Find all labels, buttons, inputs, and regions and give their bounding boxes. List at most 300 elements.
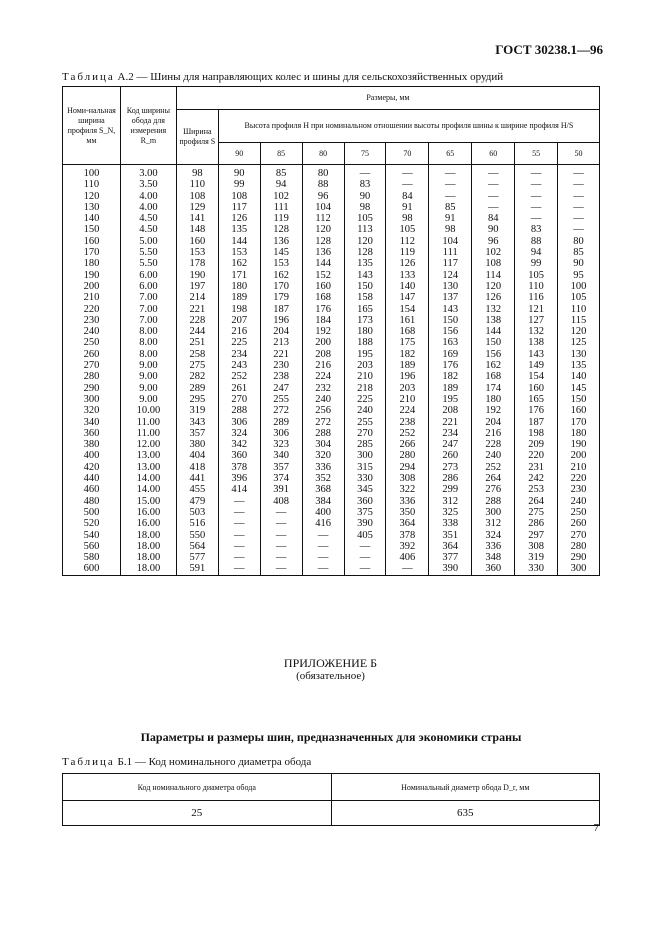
table-cell: — (515, 191, 558, 202)
table-cell: 577 (176, 552, 218, 563)
table-cell: 148 (176, 224, 218, 235)
table-cell: — (558, 213, 600, 224)
table-cell: 156 (429, 326, 472, 337)
table-cell: 189 (218, 292, 260, 303)
table-cell: — (515, 213, 558, 224)
appendix-title: ПРИЛОЖЕНИЕ Б (283, 656, 378, 670)
table-cell: — (558, 179, 600, 190)
col-profile-width: Ширина профиля S (176, 110, 218, 165)
table-cell: 9.00 (120, 383, 176, 394)
table-row (63, 337, 600, 348)
table-cell: 221 (176, 304, 218, 315)
table-cell: 5.50 (120, 258, 176, 269)
table-cell: 282 (176, 371, 218, 382)
table-cell: 133 (386, 270, 429, 281)
table-cell: 7.00 (120, 292, 176, 303)
table-cell: 270 (558, 530, 600, 541)
table-cell: 4.50 (120, 213, 176, 224)
col-ratio-header: 50 (558, 143, 600, 165)
table-cell: 18.00 (120, 552, 176, 563)
table-cell: 168 (386, 326, 429, 337)
table-cell: 150 (63, 224, 121, 235)
table-cell: 220 (558, 473, 600, 484)
table-cell: 247 (260, 383, 302, 394)
table-cell: 297 (515, 530, 558, 541)
table-cell: — (260, 541, 302, 552)
table-cell: 162 (218, 258, 260, 269)
table-cell: 170 (558, 417, 600, 428)
table-cell: 230 (260, 360, 302, 371)
table-cell: 114 (472, 270, 515, 281)
table-cell: 360 (472, 563, 515, 575)
table-cell: 600 (63, 563, 121, 575)
table-cell: 350 (386, 507, 429, 518)
table-cell: 111 (260, 202, 302, 213)
table-cell: 143 (429, 304, 472, 315)
table-cell: 6.00 (120, 281, 176, 292)
table-row (63, 202, 600, 213)
table-cell: 182 (429, 371, 472, 382)
table-cell: 238 (386, 417, 429, 428)
table-cell: 230 (63, 315, 121, 326)
table-cell: 240 (472, 450, 515, 461)
col-ratio-header: 65 (429, 143, 472, 165)
table-cell: 197 (176, 281, 218, 292)
table-cell: 300 (472, 507, 515, 518)
table-cell: 120 (344, 236, 386, 247)
table-cell: 120 (63, 191, 121, 202)
table-cell: 178 (176, 258, 218, 269)
table-cell: 230 (558, 484, 600, 495)
table-cell: 288 (472, 496, 515, 507)
table-cell: 145 (558, 383, 600, 394)
table-cell: 324 (218, 428, 260, 439)
table-cell: 500 (63, 507, 121, 518)
table-cell: 165 (344, 304, 386, 315)
table-cell: 560 (63, 541, 121, 552)
table-cell: 200 (302, 337, 344, 348)
table-cell: 247 (429, 439, 472, 450)
table-cell: 200 (63, 281, 121, 292)
table-cell: 117 (429, 258, 472, 269)
table-cell: 351 (429, 530, 472, 541)
table-cell: — (260, 507, 302, 518)
table-cell: 90 (558, 258, 600, 269)
table-b1-caption-text: Б.1 — Код номинального диаметра обода (117, 756, 312, 768)
table-cell: 319 (176, 405, 218, 416)
table-cell: 189 (386, 360, 429, 371)
table-cell: 275 (176, 360, 218, 371)
table-cell: — (218, 552, 260, 563)
table-cell: 168 (302, 292, 344, 303)
table-cell: 308 (386, 473, 429, 484)
table-cell: 160 (558, 405, 600, 416)
table-cell: 324 (472, 530, 515, 541)
table-cell: 280 (558, 541, 600, 552)
table-cell: 8.00 (120, 326, 176, 337)
table-cell: 252 (386, 428, 429, 439)
table-cell: 12.00 (120, 439, 176, 450)
table-cell: 16.00 (120, 518, 176, 529)
table-cell: 90 (472, 224, 515, 235)
table-cell: 591 (176, 563, 218, 575)
table-cell: 187 (260, 304, 302, 315)
table-cell: 208 (302, 349, 344, 360)
table-cell: 306 (218, 417, 260, 428)
table-row (63, 473, 600, 484)
table-cell: 357 (260, 462, 302, 473)
table-cell: 95 (558, 270, 600, 281)
table-row (63, 371, 600, 382)
table-a2-caption-text: А.2 — Шины для направляющих колес и шины для сельскохозяйственных орудий (117, 71, 504, 83)
table-row (63, 270, 600, 281)
table-cell: 380 (176, 439, 218, 450)
table-row (63, 247, 600, 258)
table-cell: 404 (176, 450, 218, 461)
table-cell: 129 (176, 202, 218, 213)
table-cell: 203 (344, 360, 386, 371)
table-cell: 190 (176, 270, 218, 281)
table-cell: 80 (302, 165, 344, 180)
table-cell: 15.00 (120, 496, 176, 507)
table-cell: 272 (302, 417, 344, 428)
table-cell: 225 (344, 394, 386, 405)
table-row (63, 552, 600, 563)
table-row (63, 518, 600, 529)
table-cell: 7.00 (120, 315, 176, 326)
table-cell: 4.00 (120, 191, 176, 202)
table-cell: 94 (260, 179, 302, 190)
table-cell: 6.00 (120, 270, 176, 281)
table-cell: 147 (386, 292, 429, 303)
table-cell: 198 (515, 428, 558, 439)
table-cell: 110 (515, 281, 558, 292)
table-cell: 140 (386, 281, 429, 292)
table-cell: 174 (472, 383, 515, 394)
table-cell: 111 (429, 247, 472, 258)
table-cell: — (302, 530, 344, 541)
section-title: Параметры и размеры шин, предназначенных для экономики страны (140, 730, 522, 744)
table-cell: 420 (63, 462, 121, 473)
table-cell: 377 (429, 552, 472, 563)
table-cell: — (218, 530, 260, 541)
table-cell: 396 (218, 473, 260, 484)
table-cell: 264 (472, 473, 515, 484)
table-cell: 195 (344, 349, 386, 360)
table-cell: 160 (302, 281, 344, 292)
col-height-group: Высота профиля H при номинальном отношении высоты профиля шины к ширине профиля H/S (218, 110, 599, 143)
table-cell: — (472, 165, 515, 180)
table-row (63, 179, 600, 190)
table-cell: 232 (302, 383, 344, 394)
table-cell: 380 (63, 439, 121, 450)
table-cell: 635 (331, 801, 600, 826)
col-ratio-header: 70 (386, 143, 429, 165)
table-cell: 304 (302, 439, 344, 450)
table-cell: 330 (515, 563, 558, 575)
table-cell: 290 (63, 383, 121, 394)
table-cell: 390 (344, 518, 386, 529)
table-cell: 8.00 (120, 337, 176, 348)
table-cell: 126 (386, 258, 429, 269)
table-cell: 319 (515, 552, 558, 563)
table-cell: 102 (260, 191, 302, 202)
table-a2 (62, 86, 600, 576)
table-row (63, 439, 600, 450)
table-cell: 272 (260, 405, 302, 416)
table-cell: — (260, 530, 302, 541)
table-cell: 10.00 (120, 405, 176, 416)
table-cell: 255 (344, 417, 386, 428)
table-cell: 25 (63, 801, 332, 826)
table-cell: 11.00 (120, 428, 176, 439)
table-cell: 5.00 (120, 236, 176, 247)
table-cell: 90 (218, 165, 260, 180)
table-cell: 224 (386, 405, 429, 416)
table-cell: 216 (302, 360, 344, 371)
table-cell: 108 (176, 191, 218, 202)
table-cell: 260 (558, 518, 600, 529)
table-cell: 18.00 (120, 563, 176, 575)
table-cell: 357 (176, 428, 218, 439)
table-cell: 312 (429, 496, 472, 507)
table-cell: 203 (386, 383, 429, 394)
table-cell: 13.00 (120, 462, 176, 473)
table-cell: 343 (176, 417, 218, 428)
table-cell: 11.00 (120, 417, 176, 428)
table-cell: 137 (429, 292, 472, 303)
table-row (63, 213, 600, 224)
table-cell: 240 (558, 496, 600, 507)
table-cell: — (472, 202, 515, 213)
table-cell: 162 (472, 360, 515, 371)
table-cell: 98 (429, 224, 472, 235)
table-cell: 289 (260, 417, 302, 428)
table-a2-caption (62, 71, 503, 83)
table-cell: 91 (429, 213, 472, 224)
col-ratio-header: 80 (302, 143, 344, 165)
table-row (63, 165, 600, 180)
table-cell: 540 (63, 530, 121, 541)
table-row (63, 326, 600, 337)
table-cell: — (260, 563, 302, 575)
table-cell: 406 (386, 552, 429, 563)
table-cell: 4.50 (120, 224, 176, 235)
table-cell: — (429, 165, 472, 180)
table-cell: 170 (260, 281, 302, 292)
table-cell: 294 (386, 462, 429, 473)
table-cell: 126 (472, 292, 515, 303)
table-cell: 300 (558, 563, 600, 575)
table-cell: 408 (260, 496, 302, 507)
table-cell: 564 (176, 541, 218, 552)
table-cell: 238 (260, 371, 302, 382)
table-cell: 220 (63, 304, 121, 315)
table-cell: 240 (63, 326, 121, 337)
table-cell: 378 (218, 462, 260, 473)
table-b1 (62, 773, 600, 826)
table-cell: 225 (218, 337, 260, 348)
table-cell: 340 (260, 450, 302, 461)
table-cell: 116 (515, 292, 558, 303)
table-cell: 300 (344, 450, 386, 461)
table-cell: 80 (558, 236, 600, 247)
table-cell: 345 (344, 484, 386, 495)
table-cell: 150 (558, 394, 600, 405)
table-cell: 216 (472, 428, 515, 439)
table-cell: 375 (344, 507, 386, 518)
col-sizes: Размеры, мм (176, 87, 599, 110)
table-cell: — (218, 563, 260, 575)
table-cell: 290 (558, 552, 600, 563)
table-cell: 221 (260, 349, 302, 360)
table-row (63, 462, 600, 473)
table-row (63, 405, 600, 416)
table-cell: 336 (386, 496, 429, 507)
table-cell: 480 (63, 496, 121, 507)
table-cell: 289 (176, 383, 218, 394)
table-cell: 16.00 (120, 507, 176, 518)
table-cell: 121 (515, 304, 558, 315)
table-cell: 104 (429, 236, 472, 247)
table-cell: 130 (429, 281, 472, 292)
table-cell: 192 (472, 405, 515, 416)
col-ratio-header: 90 (218, 143, 260, 165)
table-cell: 3.00 (120, 165, 176, 180)
table-cell: 119 (386, 247, 429, 258)
table-cell: 83 (515, 224, 558, 235)
table-cell: 175 (386, 337, 429, 348)
table-cell: 171 (218, 270, 260, 281)
table-cell: 143 (515, 349, 558, 360)
table-cell: 325 (429, 507, 472, 518)
table-cell: 135 (558, 360, 600, 371)
table-cell: 179 (260, 292, 302, 303)
table-row (63, 530, 600, 541)
table-cell: 190 (558, 439, 600, 450)
table-row (63, 428, 600, 439)
table-cell: 210 (63, 292, 121, 303)
table-cell: 105 (386, 224, 429, 235)
table-row (63, 496, 600, 507)
page-number: 7 (593, 822, 599, 834)
table-cell: 144 (472, 326, 515, 337)
table-cell: 210 (558, 462, 600, 473)
table-cell: 221 (429, 417, 472, 428)
table-cell: — (218, 518, 260, 529)
table-cell: 190 (63, 270, 121, 281)
table-row (63, 801, 600, 826)
col-nominal-width: Номи-нальная ширина профиля S_N, мм (63, 87, 121, 165)
table-cell: 128 (302, 236, 344, 247)
table-cell: 132 (515, 326, 558, 337)
table-cell: 112 (302, 213, 344, 224)
table-cell: 322 (386, 484, 429, 495)
table-cell: 9.00 (120, 371, 176, 382)
table-cell: 210 (344, 371, 386, 382)
table-cell: 364 (386, 518, 429, 529)
table-cell: — (218, 496, 260, 507)
table-cell: 260 (429, 450, 472, 461)
table-cell: 91 (386, 202, 429, 213)
table-cell: 4.00 (120, 202, 176, 213)
table-row (63, 450, 600, 461)
table-cell: 130 (558, 349, 600, 360)
table-cell: 416 (302, 518, 344, 529)
table-cell: — (386, 165, 429, 180)
table-cell: 384 (302, 496, 344, 507)
table-cell: 308 (515, 541, 558, 552)
table-cell: 390 (429, 563, 472, 575)
table-cell: 112 (386, 236, 429, 247)
table-cell: 126 (218, 213, 260, 224)
table-cell: 252 (472, 462, 515, 473)
table-cell: 210 (386, 394, 429, 405)
table-cell: 108 (472, 258, 515, 269)
table-cell: 9.00 (120, 360, 176, 371)
table-cell: 136 (302, 247, 344, 258)
table-cell: 170 (63, 247, 121, 258)
table-cell: 195 (429, 394, 472, 405)
table-cell: 312 (472, 518, 515, 529)
table-cell: 352 (302, 473, 344, 484)
table-cell: 98 (176, 165, 218, 180)
table-cell: 220 (515, 450, 558, 461)
table-cell: 136 (260, 236, 302, 247)
col-rim-code: Код ширины обода для измерения R_m (120, 87, 176, 165)
table-cell: 125 (558, 337, 600, 348)
table-cell: 98 (386, 213, 429, 224)
table-cell: 141 (176, 213, 218, 224)
table-cell: 280 (63, 371, 121, 382)
table-cell: — (302, 552, 344, 563)
table-cell: 306 (260, 428, 302, 439)
table-cell: 228 (176, 315, 218, 326)
table-row (63, 417, 600, 428)
table-cell: 251 (176, 337, 218, 348)
table-cell: 150 (344, 281, 386, 292)
table-cell: 13.00 (120, 450, 176, 461)
table-cell: 280 (386, 450, 429, 461)
table-cell: 360 (63, 428, 121, 439)
table-cell: 184 (302, 315, 344, 326)
table-cell: 336 (472, 541, 515, 552)
table-cell: 152 (302, 270, 344, 281)
table-cell: 150 (429, 315, 472, 326)
table-cell: 168 (472, 371, 515, 382)
table-cell: 441 (176, 473, 218, 484)
table-cell: 154 (386, 304, 429, 315)
table-cell: 242 (515, 473, 558, 484)
table-cell: 153 (176, 247, 218, 258)
table-cell: 338 (429, 518, 472, 529)
table-cell: 228 (472, 439, 515, 450)
table-cell: 150 (472, 337, 515, 348)
table-cell: 120 (472, 281, 515, 292)
table-cell: 160 (63, 236, 121, 247)
table-cell: 288 (302, 428, 344, 439)
table-cell: — (386, 563, 429, 575)
table-cell: 14.00 (120, 473, 176, 484)
table-cell: 216 (218, 326, 260, 337)
table-cell: 113 (344, 224, 386, 235)
table-cell: 163 (429, 337, 472, 348)
table-cell: 270 (344, 428, 386, 439)
table-cell: 154 (515, 371, 558, 382)
table-cell: 455 (176, 484, 218, 495)
table-cell: 378 (386, 530, 429, 541)
table-cell: — (218, 541, 260, 552)
